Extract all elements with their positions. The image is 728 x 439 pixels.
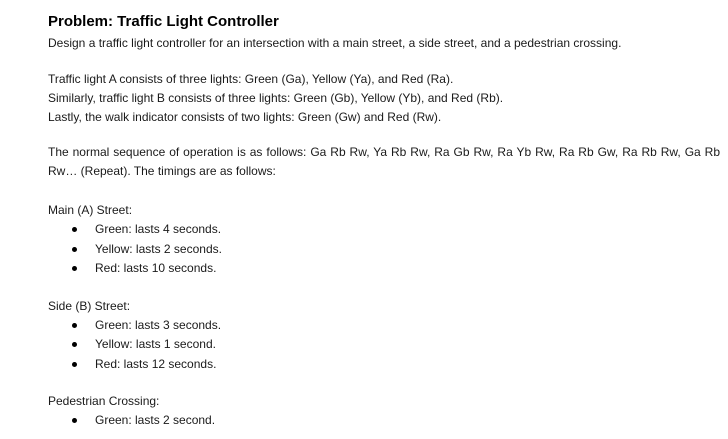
- main-street-heading: Main (A) Street:: [48, 203, 133, 217]
- timing-text: Red: lasts 12 seconds.: [95, 356, 217, 371]
- light-b-description: Similarly, traffic light B consists of three lights: Green (Gb), Yellow (Yb), and Red (Rb).: [48, 91, 504, 105]
- pedestrian-crossing-timings: [48, 411, 720, 431]
- bullet-icon: [72, 266, 77, 271]
- bullet-icon: [72, 227, 77, 232]
- intro-paragraph: Design a traffic light controller for an intersection with a main street, a side street, and a pedestrian crossing.: [48, 36, 622, 50]
- list-item: [48, 411, 720, 431]
- list-item: [48, 316, 720, 336]
- document-body: [48, 12, 720, 431]
- side-street-heading: Side (B) Street:: [48, 298, 131, 313]
- bullet-icon: [72, 247, 77, 252]
- timing-text: Yellow: lasts 1 second.: [95, 337, 216, 351]
- sequence-paragraph: The normal sequence of operation is as follows: Ga Rb Rw, Ya Rb Rw, Ra Gb Rw, Ra Yb Rw, Ra Rb Gw, Ra Rb Rw, Ga Rb Rw… (Repeat). The timings are as follows:: [48, 145, 720, 178]
- timing-text: Green: lasts 3 seconds.: [95, 317, 222, 332]
- side-street-timings: [48, 316, 720, 375]
- pedestrian-crossing-heading: Pedestrian Crossing:: [48, 394, 160, 408]
- bullet-icon: [72, 418, 77, 423]
- timing-text: Red: lasts 10 seconds.: [95, 261, 217, 275]
- list-item: [48, 220, 720, 240]
- main-street-timings: [48, 220, 720, 279]
- bullet-icon: [72, 362, 77, 367]
- light-a-description: Traffic light A consists of three lights: Green (Ga), Yellow (Ya), and Red (Ra).: [48, 72, 454, 86]
- list-item: [48, 335, 720, 355]
- timing-text: Green: lasts 4 seconds.: [95, 222, 222, 236]
- list-item: [48, 240, 720, 260]
- list-item: [48, 259, 720, 279]
- lights-description: [48, 70, 720, 127]
- timing-text: Green: lasts 2 second.: [95, 413, 216, 427]
- bullet-icon: [72, 342, 77, 347]
- list-item: [48, 355, 720, 375]
- walk-indicator-description: Lastly, the walk indicator consists of two lights: Green (Gw) and Red (Rw).: [48, 110, 442, 124]
- timing-text: Yellow: lasts 2 seconds.: [95, 241, 222, 256]
- problem-title: Problem: Traffic Light Controller: [48, 13, 279, 30]
- bullet-icon: [72, 323, 77, 328]
